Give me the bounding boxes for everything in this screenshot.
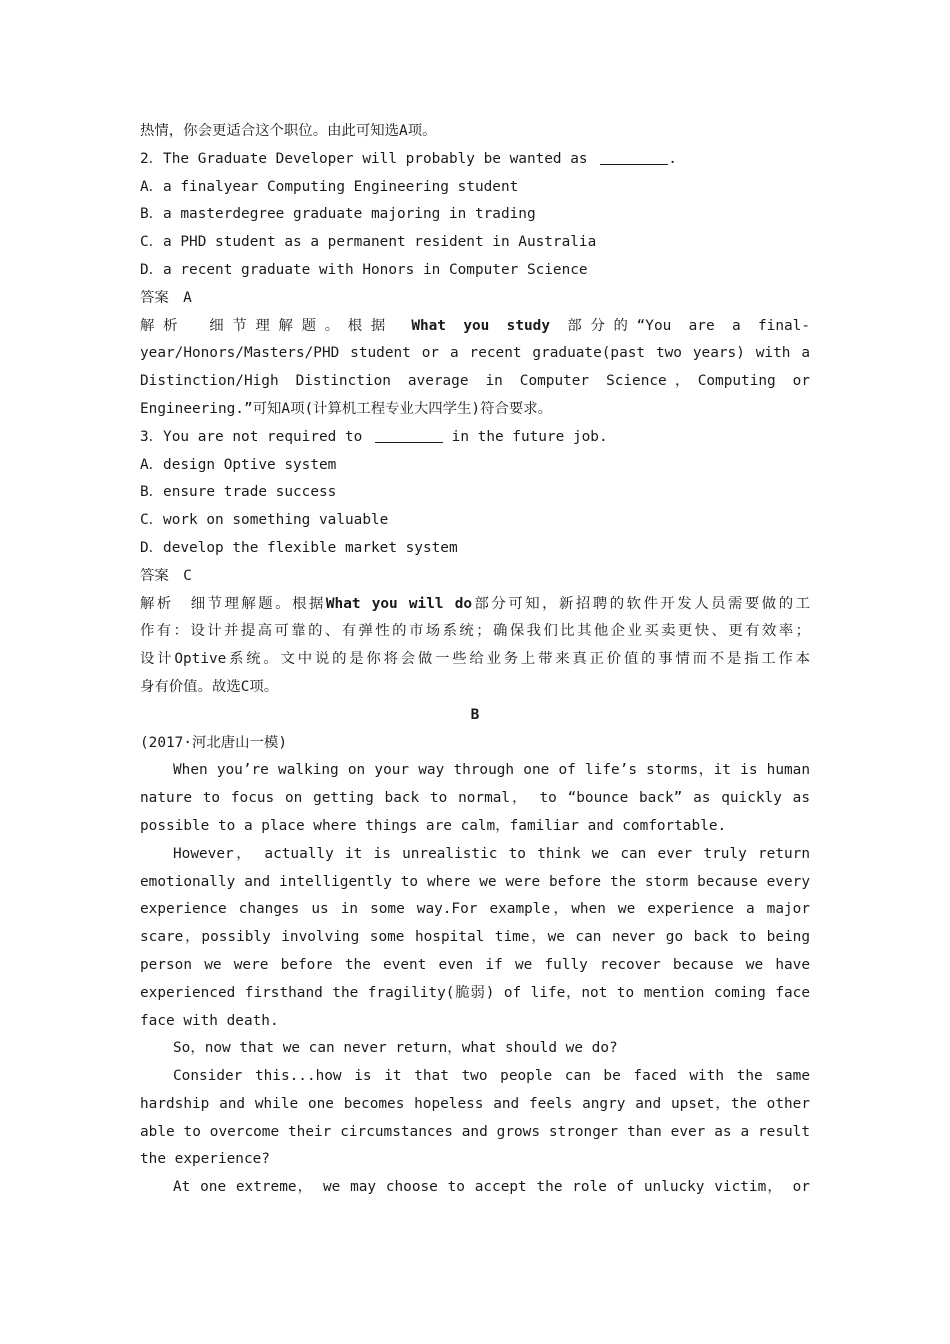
q3-analysis-line xyxy=(140,646,810,674)
q2-analysis-line xyxy=(140,396,810,424)
q2-analysis-text: Distinction/High Distinction average in Computer Science，Computing or xyxy=(140,373,810,390)
q3-option-b: B．ensure trade success xyxy=(140,484,337,501)
q2-analysis-text: 解析 细节理解题。根据 xyxy=(140,317,412,334)
q3-answer-blank xyxy=(375,428,443,443)
passage-line: emotionally and intelligently to where we were before the storm because every xyxy=(140,873,810,890)
q2-analysis-text: 部分的“You are a final- xyxy=(550,317,810,334)
q2-analysis-line xyxy=(140,313,810,341)
passage-line: Consider this...how is it that two people can be faced with the same xyxy=(173,1068,810,1085)
q2-analysis-line xyxy=(140,368,810,396)
q3-analysis-text: 解析 细节理解题。根据 xyxy=(140,595,326,612)
passage-line: When you’re walking on your way through one of life’s storms，it is human xyxy=(173,762,810,779)
passage-line: nature to focus on getting back to normal， to “bounce back” as quickly as xyxy=(140,790,810,807)
q2-stem xyxy=(140,146,810,174)
q3-option-c: C．work on something valuable xyxy=(140,512,389,529)
q2-stem-text: 2．The Graduate Developer will probably be wanted as xyxy=(140,150,597,167)
q2-analysis-line xyxy=(140,340,810,368)
passage xyxy=(140,757,810,1202)
q3-analysis-text: 身有价值。故选C项。 xyxy=(140,678,279,695)
passage-line: experienced firsthand the fragility(脆弱) of life，not to mention coming face xyxy=(140,984,810,1001)
passage-line: So，now that we can never return，what should we do? xyxy=(173,1040,618,1057)
q2-stem-end: . xyxy=(668,150,677,167)
q2-analysis xyxy=(140,313,810,424)
q3-analysis-line xyxy=(140,591,810,619)
q2-answer-blank xyxy=(600,150,668,165)
q3-option-a: A．design Optive system xyxy=(140,456,337,473)
q3-analysis-text: 作有：设计并提高可靠的、有弹性的市场系统；确保我们比其他企业买卖更快、更有效率； xyxy=(140,623,810,640)
q2-analysis-text: Engineering.”可知A项(计算机工程专业大四学生)符合要求。 xyxy=(140,400,553,417)
passage-line: person we were before the event even if we fully recover because we have xyxy=(140,956,810,973)
q3-stem-end: in the future job. xyxy=(443,428,608,445)
passage-line: hardship and while one becomes hopeless and feels angry and upset，the other xyxy=(140,1095,810,1112)
q3-stem xyxy=(140,424,810,452)
passage-line: scare，possibly involving some hospital time，we can never go back to being xyxy=(140,929,810,946)
q2-analysis-text: year/Honors/Masters/PHD student or a recent graduate(past two years) with a xyxy=(140,345,810,362)
q3-analysis-text: 设计Optive系统。文中说的是你将会做一些给业务上带来真正价值的事情而不是指工作本 xyxy=(140,651,810,668)
q3-analysis-line xyxy=(140,674,810,702)
q3-analysis xyxy=(140,591,810,702)
q3-stem-text: 3．You are not required to xyxy=(140,428,371,445)
q3-answer: 答案 C xyxy=(140,567,192,584)
q2-analysis-keyword: What you study xyxy=(411,317,550,334)
q3-analysis-line xyxy=(140,618,810,646)
q2-option-a: A．a finalyear Computing Engineering student xyxy=(140,178,519,195)
passage-line: However， actually it is unrealistic to think we can ever truly return xyxy=(173,845,810,862)
q3-option-d: D．develop the flexible market system xyxy=(140,539,458,556)
q2-option-c: C．a PHD student as a permanent resident in Australia xyxy=(140,234,597,251)
passage-source: (2017·河北唐山一模) xyxy=(140,734,287,751)
document-body xyxy=(140,118,810,1202)
q2-answer: 答案 A xyxy=(140,289,192,306)
passage-line: At one extreme， we may choose to accept the role of unlucky victim， or xyxy=(173,1179,810,1196)
passage-line: face with death. xyxy=(140,1012,279,1029)
passage-line: experience changes us in some way.For example，when we experience a major xyxy=(140,901,810,918)
q2-option-d: D．a recent graduate with Honors in Computer Science xyxy=(140,261,588,278)
passage-line: able to overcome their circumstances and grows stronger than ever as a result xyxy=(140,1123,810,1140)
passage-line: the experience? xyxy=(140,1151,270,1168)
passage-line: possible to a place where things are calm，familiar and comfortable. xyxy=(140,817,727,834)
q1-analysis-tail: 热情，你会更适合这个职位。由此可知选A项。 xyxy=(140,123,437,139)
q3-analysis-keyword: What you will do xyxy=(325,595,473,612)
section-heading: B xyxy=(470,706,480,723)
q3-analysis-text: 部分可知，新招聘的软件开发人员需要做的工 xyxy=(472,595,810,612)
q2-option-b: B．a masterdegree graduate majoring in trading xyxy=(140,206,536,223)
